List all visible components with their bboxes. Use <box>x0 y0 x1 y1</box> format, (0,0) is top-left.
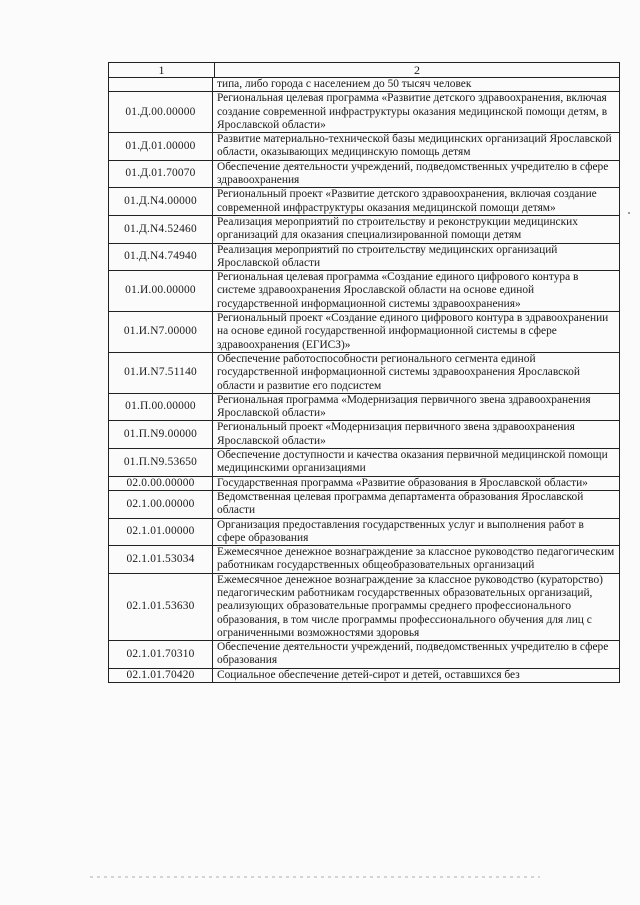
description-cell: Региональная целевая программа «Развитие детского здравоохранения, включая создание современной инфраструктуры оказания медицинской помощи детям, в Ярославской области» <box>213 92 620 133</box>
description-cell: Обеспечение деятельности учреждений, подведомственных учредителю в сфере образования <box>213 641 620 669</box>
description-cell: Ведомственная целевая программа департамента образования Ярославской области <box>213 490 620 518</box>
header-col-1: 1 <box>109 63 215 77</box>
code-cell: 02.1.01.70310 <box>109 641 213 669</box>
code-cell: 01.Д.N4.00000 <box>109 188 213 216</box>
code-cell: 01.Д.01.70070 <box>109 160 213 188</box>
code-cell: 02.1.01.00000 <box>109 518 213 546</box>
code-cell: 01.И.N7.51140 <box>109 352 213 393</box>
table-row <box>109 352 620 393</box>
description-cell: Обеспечение работоспособности регионального сегмента единой государственной информационной системы здравоохранения Ярославской области и развитие его подсистем <box>213 352 620 393</box>
code-cell: 02.1.01.53034 <box>109 546 213 574</box>
table-row <box>109 92 620 133</box>
description-cell: Региональный проект «Создание единого цифрового контура в здравоохранении на основе единой государственной информационной системы в сфере здравоохранения (ЕГИСЗ)» <box>213 312 620 353</box>
table-row <box>109 573 620 640</box>
table-row <box>109 490 620 518</box>
header-col-2: 2 <box>414 63 420 77</box>
description-cell: Региональная целевая программа «Создание единого цифрового контура в системе здравоохранения Ярославской области на основе единой государственной информационной системы здравоохранения» <box>213 271 620 312</box>
code-cell: 01.И.N7.00000 <box>109 312 213 353</box>
table-row <box>109 668 620 682</box>
code-cell: 02.0.00.00000 <box>109 476 213 490</box>
code-cell: 02.1.00.00000 <box>109 490 213 518</box>
description-cell: Реализация мероприятий по строительству медицинских организаций Ярославской области <box>213 243 620 271</box>
description-cell: Реализация мероприятий по строительству и реконструкции медицинских организаций для оказания специализированной помощи детям <box>213 215 620 243</box>
description-cell: Региональный проект «Развитие детского здравоохранения, включая создание современной инфраструктуры оказания медицинской помощи детям» <box>213 188 620 216</box>
description-cell: Развитие материально-технической базы медицинских организаций Ярославской области, оказывающих медицинскую помощь детям <box>213 133 620 161</box>
scan-speck <box>628 212 630 214</box>
code-cell: 01.Д.N4.74940 <box>109 243 213 271</box>
budget-classification-table <box>108 77 620 683</box>
table-row <box>109 160 620 188</box>
code-cell <box>109 78 213 92</box>
scan-artifact-line <box>90 876 540 878</box>
table-header <box>108 62 620 78</box>
description-cell: Обеспечение доступности и качества оказания первичной медицинской помощи медицинскими организациями <box>213 449 620 477</box>
table-row <box>109 271 620 312</box>
code-cell: 02.1.01.53630 <box>109 573 213 640</box>
table-row <box>109 393 620 421</box>
table-row <box>109 188 620 216</box>
table-row <box>109 449 620 477</box>
table-row <box>109 641 620 669</box>
code-cell: 01.И.00.00000 <box>109 271 213 312</box>
code-cell: 01.П.00.00000 <box>109 393 213 421</box>
code-cell: 01.Д.01.00000 <box>109 133 213 161</box>
table-row <box>109 243 620 271</box>
table-row <box>109 546 620 574</box>
description-cell: Ежемесячное денежное вознаграждение за классное руководство (кураторство) педагогическим работникам государственных образовательных организаций, реализующих образовательные программы среднего профессионального образования, в том числе программы профессионального обучения для лиц с ограниченными возможностями здоровья <box>213 573 620 640</box>
table-row <box>109 215 620 243</box>
description-cell: Региональная программа «Модернизация первичного звена здравоохранения Ярославской области» <box>213 393 620 421</box>
code-cell: 02.1.01.70420 <box>109 668 213 682</box>
description-cell: Социальное обеспечение детей-сирот и детей, оставшихся без <box>213 668 620 682</box>
code-cell: 01.Д.N4.52460 <box>109 215 213 243</box>
table-row <box>109 518 620 546</box>
description-cell: Государственная программа «Развитие образования в Ярославской области» <box>213 476 620 490</box>
table-row <box>109 476 620 490</box>
description-cell: Организация предоставления государственных услуг и выполнения работ в сфере образования <box>213 518 620 546</box>
description-cell: Обеспечение деятельности учреждений, подведомственных учредителю в сфере здравоохранения <box>213 160 620 188</box>
code-cell: 01.Д.00.00000 <box>109 92 213 133</box>
continuation-row <box>109 78 620 92</box>
code-cell: 01.П.N9.00000 <box>109 421 213 449</box>
table-row <box>109 312 620 353</box>
description-cell: типа, либо города с населением до 50 тысяч человек <box>213 78 620 92</box>
description-cell: Ежемесячное денежное вознаграждение за классное руководство педагогическим работникам государственных общеобразовательных организаций <box>213 546 620 574</box>
description-cell: Региональный проект «Модернизация первичного звена здравоохранения Ярославской области» <box>213 421 620 449</box>
table-row <box>109 133 620 161</box>
code-cell: 01.П.N9.53650 <box>109 449 213 477</box>
table-row <box>109 421 620 449</box>
